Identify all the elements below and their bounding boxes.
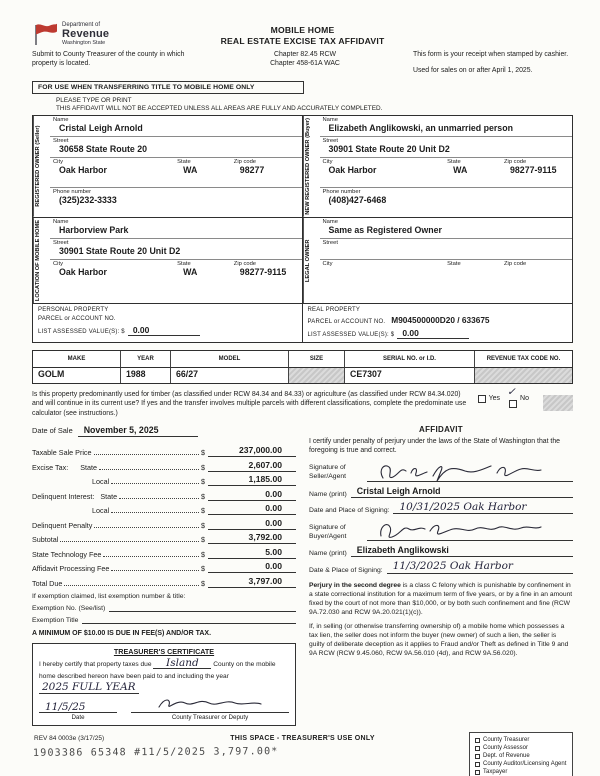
legal-owner-street-field: Street <box>320 239 573 260</box>
col-taxcode-header: REVENUE TAX CODE NO. <box>475 351 572 368</box>
agency-line2: Revenue <box>62 28 110 40</box>
checkbox <box>475 770 480 775</box>
delinquent-penalty-line: Delinquent Penalty $ 0.00 <box>32 515 296 530</box>
buyer-name-field: Name Elizabeth Anglikowski, an unmarried person <box>320 116 573 137</box>
location-street-value: 30901 State Route 20 Unit D2 <box>59 246 181 257</box>
seller-date-place-handwritten: 10/31/2025 Oak Harbor <box>393 502 573 515</box>
location-state-value: WA <box>183 267 198 278</box>
tax-column <box>32 425 296 727</box>
legal-owner-city-state-zip: City State Zip code <box>320 260 573 303</box>
buyer-printed-name: Elizabeth Anglikowski <box>351 545 573 557</box>
checkbox <box>475 762 480 767</box>
total-due-line: Total Due $ 3,797.00 <box>32 573 296 588</box>
use-question-text: Is this property predominantly used for timber (as classified under RCW 84.34 and 84.33) or agriculture (as classified under RCW 84.34.020) and will continue in its current use? If yes and the transfer involves multiple parcels with different classifications, complete the predominate use calculator (see instructions.) <box>32 391 467 417</box>
seller-city-value: Oak Harbor <box>59 165 107 176</box>
buyer-phone-value: (408)427-6468 <box>328 195 387 206</box>
buyer-zip-value: 98277-9115 <box>510 165 557 176</box>
year-value: 1988 <box>121 368 171 383</box>
legal-owner-section <box>303 218 573 304</box>
treasurer-deputy-signature: County Treasurer or Deputy <box>131 699 289 721</box>
dist-county-auditor: County Auditor/Licensing Agent <box>475 761 567 768</box>
header-subtext <box>32 51 573 76</box>
checkbox <box>475 746 480 751</box>
dot-leader <box>94 527 199 528</box>
form-body-columns <box>32 425 573 727</box>
dist-county-treasurer: County Treasurer <box>475 737 567 744</box>
buyer-date-place-row: Date & Place of Signing: 11/3/2025 Oak Harbor <box>309 561 573 574</box>
predominant-use-question <box>32 386 573 417</box>
form-header <box>32 22 573 46</box>
rev-number: REV 84 0003e (3/17/25) <box>34 735 105 743</box>
excise-tax-state-line: Excise Tax: State $ 2,607.00 <box>32 457 296 472</box>
checkbox <box>475 754 480 759</box>
affidavit-column <box>309 425 573 727</box>
buyer-street-field: Street 30901 State Route 20 Unit D2 <box>320 137 573 158</box>
treasurers-certificate-text: I hereby certify that property taxes due Island County on the mobile home described hereon have been paid to and including the year 2025 FULL YEAR <box>39 656 276 694</box>
dot-leader <box>111 570 199 571</box>
effective-note: Used for sales on or after April 1, 2025. <box>413 67 533 75</box>
date-of-sale: Date of Sale November 5, 2025 <box>32 425 296 437</box>
transfer-title-use-box: FOR USE WHEN TRANSFERRING TITLE TO MOBILE HOME ONLY <box>32 81 304 94</box>
dor-logo <box>32 22 157 46</box>
buyer-signature-area <box>367 519 573 541</box>
delinquent-interest-state-line: Delinquent Interest: State $ 0.00 <box>32 486 296 501</box>
no-checkbox <box>507 386 517 413</box>
seller-city-state-zip: City Oak Harbor State WA Zip code 98277 <box>50 158 302 188</box>
location-city-state-zip: City Oak Harbor State WA Zip code 98277-9115 <box>50 260 302 303</box>
use-question-answers <box>478 386 573 417</box>
make-value: GOLM <box>33 368 121 383</box>
legal-owner-zip-value <box>504 267 569 269</box>
legal-owner-street-value <box>323 246 570 248</box>
treasurer-signature-scribble <box>155 695 265 711</box>
yes-label: Yes <box>488 395 501 403</box>
delinquent-interest-local-line: Local $ 0.00 <box>32 501 296 516</box>
dist-taxpayer: Taxpayer <box>475 769 567 776</box>
dist-dept-of-revenue: Dept. of Revenue <box>475 753 567 760</box>
affidavit-processing-fee-line: Affidavit Processing Fee $ 0.00 <box>32 559 296 574</box>
location-city-value: Oak Harbor <box>59 267 107 278</box>
minimum-fee-note: A MINIMUM OF $10.00 IS DUE IN FEE(S) AND/OR TAX. <box>32 629 212 637</box>
buyer-city-value: Oak Harbor <box>328 165 377 176</box>
treasurer-signature-row <box>39 699 289 721</box>
tax-lien-paragraph: If, in selling (or otherwise transferring ownership of) a mobile home which possesses a tax lien, the seller does not inform the buyer (new owner) of such a lien, the seller is guilty of deliberate deception as it applies to Fraud and/or Theft as defined in Title 9 and 9A RCW (RCW 9.45.060, RCW 9A.56.010 (4d), and RCW 9A.56.020). <box>309 622 569 657</box>
personal-property-parcel: PERSONAL PROPERTY PARCEL or ACCOUNT NO. LIST ASSESSED VALUE(S): $ 0.00 <box>33 304 303 342</box>
seller-date-place-row: Date and Place of Signing: 10/31/2025 Oak Harbor <box>309 502 573 515</box>
seller-street-field: Street 30658 State Route 20 <box>50 137 302 158</box>
buyer-signature-row: Signature of Buyer/Agent <box>309 519 573 541</box>
buyer-state-value: WA <box>453 165 468 176</box>
dist-county-assessor: County Assessor <box>475 745 567 752</box>
treasurer-date-handwritten: 11/5/25 <box>45 700 86 713</box>
title-reet-affidavit: REAL ESTATE EXCISE TAX AFFIDAVIT <box>220 35 385 46</box>
treasurers-certificate-title: TREASURER'S CERTIFICATE <box>113 646 215 656</box>
seller-signature-area <box>367 460 573 482</box>
legal-owner-state-value <box>447 267 498 269</box>
affidavit-title: AFFIDAVIT <box>419 424 463 434</box>
dot-leader <box>99 469 199 470</box>
location-street-field: Street 30901 State Route 20 Unit D2 <box>50 239 302 260</box>
form-sheet <box>32 22 573 776</box>
new-registered-owner-buyer-section <box>303 116 573 218</box>
seller-section-label: REGISTERED OWNER (Seller) <box>33 116 50 217</box>
dot-leader <box>94 454 199 455</box>
blank-line <box>82 616 296 624</box>
dot-leader <box>119 498 199 499</box>
agency-line1: Department of <box>62 22 101 28</box>
seller-signature-row: Signature of Seller/Agent <box>309 460 573 482</box>
dot-leader <box>60 541 199 542</box>
year-handwritten: 2025 FULL YEAR <box>42 681 136 694</box>
buyer-city-state-zip: City Oak Harbor State WA Zip code 98277-9115 <box>320 158 573 188</box>
real-parcel-number: M904500000D20 / 633675 <box>391 314 490 325</box>
affidavit-certify-text: I certify under penalty of perjury under the laws of the State of Washington that the foregoing is true and correct. <box>309 437 561 454</box>
treasurer-use-only-note: THIS SPACE - TREASURER'S USE ONLY <box>230 735 375 743</box>
location-name-field: Name Harborview Park <box>50 218 302 239</box>
buyer-phone-field: Phone number (408)427-6468 <box>320 188 573 210</box>
col-make-header: MAKE <box>33 351 121 368</box>
taxcode-value <box>475 368 572 383</box>
personal-assessed-value: LIST ASSESSED VALUE(S): $ 0.00 <box>38 325 297 336</box>
dot-leader <box>111 483 199 484</box>
seller-printed-name-row: Name (print) Cristal Leigh Arnold <box>309 486 573 498</box>
state-technology-fee-line: State Technology Fee $ 5.00 <box>32 544 296 559</box>
exemption-claim-line: If exemption claimed, list exemption number & title: <box>32 592 186 600</box>
registered-owner-seller-section <box>33 116 303 218</box>
blank-line <box>109 604 296 612</box>
distribution-checklist <box>469 732 573 776</box>
location-zip-value: 98277-9115 <box>239 267 287 278</box>
seller-signature-scribble <box>375 460 545 484</box>
buyer-street-value: 30901 State Route 20 Unit D2 <box>328 144 450 155</box>
seller-printed-name: Cristal Leigh Arnold <box>351 486 573 498</box>
county-handwritten: Island <box>166 656 199 669</box>
type-or-print-note: PLEASE TYPE OR PRINT <box>56 97 132 105</box>
checkbox <box>475 738 480 743</box>
agency-name <box>62 22 109 46</box>
treasurer-date: 11/5/25 Date <box>39 699 117 721</box>
dot-leader <box>103 556 199 557</box>
buyer-date-place-handwritten: 11/3/2025 Oak Harbor <box>387 561 573 574</box>
size-value <box>289 368 345 383</box>
submit-note: Submit to County Treasurer of the county in which property is located. <box>32 51 185 68</box>
perjury-paragraph: Perjury in the second degree is a class C felony which is punishable by confinement in a state correctional institution for a maximum term of five years, or by a fine in an amount fixed by the court of not more than $10,000, or by both such confinement and fine (RCW 9A.72.030 and RCW 9A.20.021(1)(c)). <box>309 581 573 616</box>
exemption-number-line: Exemption No. (See/list) <box>32 604 296 612</box>
seller-street-value: 30658 State Route 20 <box>59 144 148 155</box>
real-assessed-value: LIST ASSESSED VALUE(S): $ 0.00 <box>308 328 568 339</box>
chapter-refs <box>197 51 413 76</box>
taxable-sale-price-line: Taxable Sale Price $ 237,000.00 <box>32 443 296 458</box>
legal-owner-name-field: Name Same as Registered Owner <box>320 218 573 239</box>
subtotal-line: Subtotal $ 3,792.00 <box>32 530 296 545</box>
excise-tax-local-line: Local $ 1,185.00 <box>32 472 296 487</box>
chapter-wac: Chapter 458-61A WAC <box>270 60 340 68</box>
dor-flag-icon <box>32 22 58 46</box>
buyer-signature-scribble <box>375 519 545 543</box>
no-label: No <box>520 395 529 403</box>
seller-name-value: Cristal Leigh Arnold <box>59 123 143 134</box>
dot-leader <box>64 585 199 586</box>
seller-phone-field: Phone number (325)232-3333 <box>50 188 302 210</box>
treasurers-certificate <box>32 643 296 727</box>
legal-owner-section-label: LEGAL OWNER <box>303 218 320 303</box>
page-title <box>157 22 448 46</box>
buyer-printed-name-row: Name (print) Elizabeth Anglikowski <box>309 545 573 557</box>
col-model-header: MODEL <box>171 351 289 368</box>
seller-phone-value: (325)232-3333 <box>59 195 117 206</box>
col-size-header: SIZE <box>289 351 345 368</box>
location-name-value: Harborview Park <box>59 225 129 236</box>
chapter-rcw: Chapter 82.45 RCW <box>273 51 337 59</box>
buyer-section-label: NEW REGISTERED OWNER (Buyer) <box>303 116 320 217</box>
real-property-parcel: REAL PROPERTY PARCEL or ACCOUNT NO. M904500000D20 / 633675 LIST ASSESSED VALUE(S): $ 0.00 <box>303 304 573 342</box>
shaded-box <box>543 395 573 411</box>
seller-state-value: WA <box>183 165 198 176</box>
seller-zip-value: 98277 <box>239 165 265 176</box>
serial-value: CE7307 <box>345 368 475 383</box>
mobile-home-table <box>32 350 573 384</box>
buyer-name-value: Elizabeth Anglikowski, an unmarried person <box>328 123 513 134</box>
model-value: 66/27 <box>171 368 289 383</box>
cashier-stamp: 1903386 65348 #11/5/2025 3,797.00* <box>32 746 279 759</box>
exemption-title-line: Exemption Title <box>32 616 296 624</box>
seller-name-field: Name Cristal Leigh Arnold <box>50 116 302 137</box>
location-of-mobile-home-section <box>33 218 303 304</box>
yes-checkbox <box>478 395 486 403</box>
parties-grid <box>32 115 573 343</box>
date-of-sale-value: November 5, 2025 <box>78 425 198 437</box>
tax-computation <box>32 443 296 588</box>
no-checkmark: ✓ <box>507 386 516 399</box>
legal-owner-name-value: Same as Registered Owner <box>328 225 442 236</box>
title-mobile-home: MOBILE HOME <box>270 25 335 35</box>
agency-line3: Washington State <box>62 40 106 46</box>
receipt-note: This form is your receipt when stamped by cashier. <box>413 51 569 59</box>
receipt-note-block <box>413 51 573 76</box>
dot-leader <box>111 512 199 513</box>
legal-owner-city-value <box>323 267 442 269</box>
acceptance-warning: THIS AFFIDAVIT WILL NOT BE ACCEPTED UNLESS ALL AREAS ARE FULLY AND ACCURATELY COMPLETED. <box>56 105 383 113</box>
location-section-label: LOCATION OF MOBILE HOME <box>33 218 50 303</box>
col-year-header: YEAR <box>121 351 171 368</box>
col-serial-header: SERIAL NO. or I.D. <box>345 351 475 368</box>
